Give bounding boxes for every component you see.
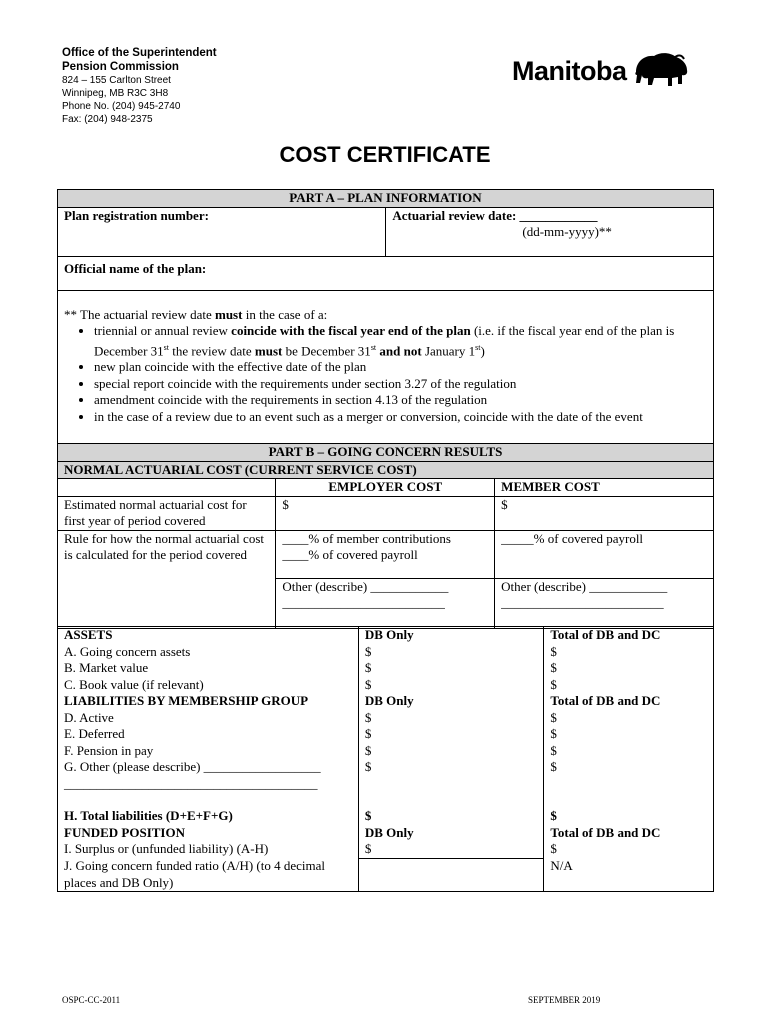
funded-ratio-db-field[interactable] [358, 858, 544, 892]
logo-wordmark: Manitoba [512, 56, 627, 86]
empty-cell [58, 479, 276, 497]
liabilities-total-header: Total of DB and DC [544, 693, 714, 710]
funded-ratio-total-field: N/A [544, 858, 714, 892]
assets-total-header: Total of DB and DC [544, 627, 714, 644]
part-b-normal-cost-table [57, 443, 714, 629]
phone-number: Phone No. (204) 945-2740 [62, 101, 181, 112]
note-bullet-special-report: • special report coincide with the requirements under section 3.27 of the regulation [94, 376, 707, 393]
member-other-label: Other (describe) ____________ [501, 578, 668, 594]
asset-c-total-field[interactable]: $ [544, 677, 714, 694]
surplus-db-field[interactable]: $ [358, 841, 544, 858]
employer-rule-field[interactable] [276, 530, 495, 578]
asset-b-total-field[interactable]: $ [544, 660, 714, 677]
manitoba-logo [510, 50, 690, 94]
employer-estimated-cost-field[interactable]: $ [276, 496, 495, 530]
liabilities-heading: LIABILITIES BY MEMBERSHIP GROUP [58, 693, 359, 710]
part-b-heading: PART B – GOING CONCERN RESULTS [58, 444, 714, 462]
asset-c-db-field[interactable]: $ [358, 677, 544, 694]
liab-f-total-field[interactable]: $ [544, 743, 714, 760]
liabilities-db-only-header: DB Only [358, 693, 544, 710]
actuarial-review-date-field[interactable] [386, 207, 714, 256]
liab-f-label: F. Pension in pay [58, 743, 359, 760]
official-plan-name-field[interactable] [58, 256, 714, 290]
member-cost-header: MEMBER COST [495, 479, 714, 497]
assets-db-only-header: DB Only [358, 627, 544, 644]
employer-other-line: _________________________ [282, 595, 445, 610]
review-date-label: Actuarial review date: ____________ [392, 207, 598, 223]
liab-g-line: _______________________________________ [64, 775, 318, 791]
note-bullet-triennial: • triennial or annual review coincide with the fiscal year end of the plan (i.e. if the fiscal year end of the plan is December 31st the review date must be December 31st and not January 1st) [94, 323, 707, 359]
rule-label: Rule for how the normal actuarial cost is calculated for the period covered [58, 530, 276, 628]
liab-g-db-field[interactable]: $ [358, 759, 544, 792]
liab-d-total-field[interactable]: $ [544, 710, 714, 727]
employer-rule-member-contrib: ____% of member contributions [282, 530, 451, 546]
member-estimated-cost-field[interactable]: $ [495, 496, 714, 530]
plan-registration-label: Plan registration number: [64, 207, 209, 223]
note-intro: ** The actuarial review date must in the case of a: [64, 306, 328, 322]
employer-cost-header: EMPLOYER COST [276, 479, 495, 497]
note-bullet-amendment: • amendment coincide with the requirements in section 4.13 of the regulation [94, 392, 707, 409]
office-name-line2: Pension Commission [62, 61, 179, 73]
asset-c-label: C. Book value (if relevant) [58, 677, 359, 694]
address-line1: 824 – 155 Carlton Street [62, 75, 171, 86]
liab-g-total-field[interactable]: $ [544, 759, 714, 792]
asset-a-total-field[interactable]: $ [544, 644, 714, 661]
asset-a-label: A. Going concern assets [58, 644, 359, 661]
assets-heading: ASSETS [58, 627, 359, 644]
total-liabilities-label: H. Total liabilities (D+E+F+G) [58, 808, 359, 825]
member-other-line: _________________________ [501, 595, 664, 610]
page-title: COST CERTIFICATE [279, 142, 491, 167]
office-name-line1: Office of the Superintendent [62, 47, 217, 59]
normal-cost-heading: NORMAL ACTUARIAL COST (CURRENT SERVICE COST) [58, 461, 714, 479]
total-liabilities-total-field[interactable]: $ [544, 808, 714, 825]
asset-b-db-field[interactable]: $ [358, 660, 544, 677]
liab-f-db-field[interactable]: $ [358, 743, 544, 760]
official-plan-name-label: Official name of the plan: [64, 260, 207, 276]
employer-other-label: Other (describe) ____________ [282, 578, 449, 594]
asset-b-label: B. Market value [58, 660, 359, 677]
review-date-format: (dd-mm-yyyy)** [522, 224, 612, 239]
assets-liabilities-table [57, 626, 714, 892]
part-a-heading: PART A – PLAN INFORMATION [58, 190, 714, 208]
bison-icon [632, 50, 690, 90]
funded-db-only-header: DB Only [358, 825, 544, 842]
liab-d-label: D. Active [58, 710, 359, 727]
funded-ratio-label: J. Going concern funded ratio (A/H) (to 4 decimal places and DB Only) [58, 858, 359, 892]
surplus-label: I. Surplus or (unfunded liability) (A-H) [58, 841, 359, 858]
liab-e-total-field[interactable]: $ [544, 726, 714, 743]
employer-other-field[interactable] [276, 578, 495, 628]
liab-d-db-field[interactable]: $ [358, 710, 544, 727]
liab-e-label: E. Deferred [58, 726, 359, 743]
estimated-cost-label: Estimated normal actuarial cost for first year of period covered [58, 496, 276, 530]
form-date: SEPTEMBER 2019 [528, 995, 601, 1005]
address-line2: Winnipeg, MB R3C 3H8 [62, 88, 169, 99]
form-code: OSPC-CC-2011 [62, 995, 121, 1005]
note-bullet-merger: • in the case of a review due to an event such as a merger or conversion, coincide with the date of the event [94, 409, 707, 426]
note-bullet-new-plan: • new plan coincide with the effective date of the plan [94, 359, 707, 376]
member-other-field[interactable] [495, 578, 714, 628]
liab-e-db-field[interactable]: $ [358, 726, 544, 743]
office-address-block [62, 46, 217, 126]
plan-registration-field[interactable] [58, 207, 386, 256]
funded-position-heading: FUNDED POSITION [58, 825, 359, 842]
funded-total-header: Total of DB and DC [544, 825, 714, 842]
fax-number: Fax: (204) 948-2375 [62, 114, 153, 125]
total-liabilities-db-field[interactable]: $ [358, 808, 544, 825]
part-a-table [57, 189, 714, 445]
review-date-notes [58, 290, 714, 444]
liab-g-field[interactable] [58, 759, 359, 792]
employer-rule-covered-payroll: ____% of covered payroll [282, 547, 418, 562]
asset-a-db-field[interactable]: $ [358, 644, 544, 661]
member-rule-field[interactable] [495, 530, 714, 578]
liab-g-label: G. Other (please describe) __________________ [64, 759, 321, 774]
member-rule-covered-payroll: _____% of covered payroll [501, 530, 644, 546]
surplus-total-field[interactable]: $ [544, 841, 714, 858]
